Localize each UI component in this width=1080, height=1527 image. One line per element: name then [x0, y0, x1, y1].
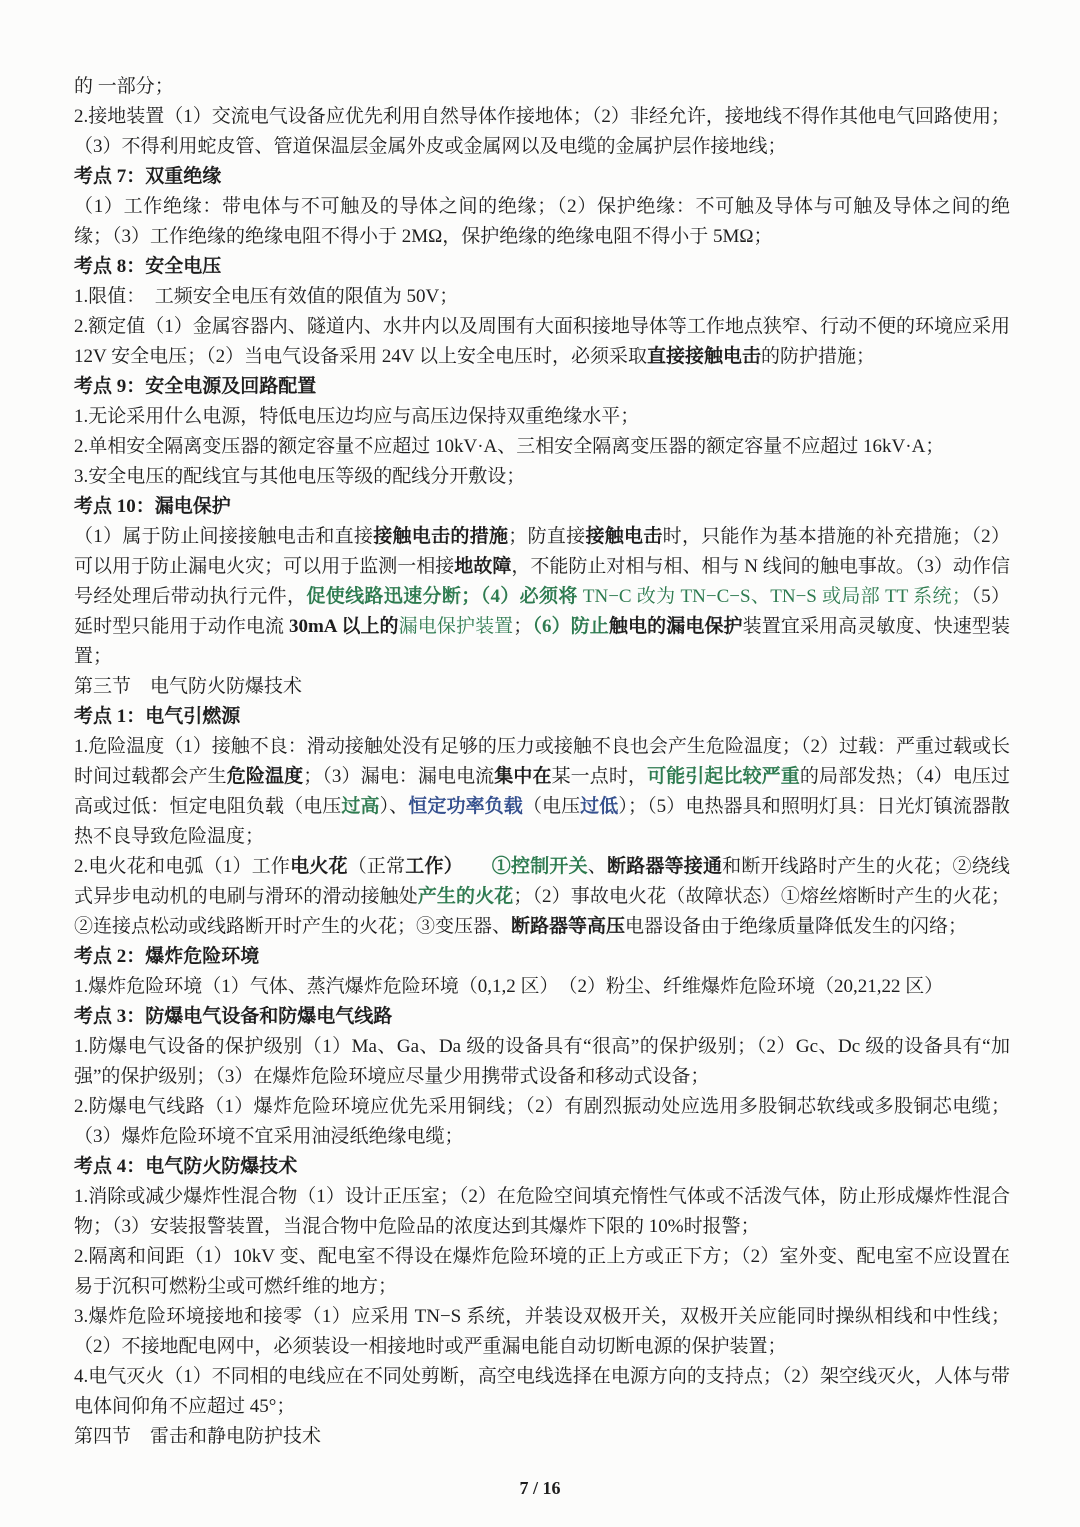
text-span: 考点 2：爆炸危险环境 [74, 946, 260, 967]
paragraph [74, 432, 1010, 462]
paragraph [74, 972, 1010, 1002]
text-span: 的局部发热；（4）电压过高或过低：恒定电阻负载（电压 [74, 766, 1010, 817]
text-span: 2.防爆电气线路（1）爆炸危险环境应优先采用铜线；（2）有剧烈振动处应选用多股铜芯软线或多股铜芯电缆；（3）爆炸危险环境不宜采用油浸纸绝缘电缆； [74, 1096, 1010, 1147]
text-span: 漏电保护装置 [398, 616, 514, 637]
section-heading [74, 672, 1010, 702]
text-span: 直接接触电击 [647, 346, 762, 367]
text-span: 某一点时， [551, 766, 648, 787]
text-span: ①控制开关 [491, 856, 588, 877]
topic-heading [74, 1002, 1010, 1032]
text-span: 考点 1：电气引燃源 [74, 706, 241, 727]
paragraph [74, 282, 1010, 312]
paragraph [74, 102, 1010, 162]
paragraph [74, 312, 1010, 372]
text-span: 1.爆炸危险环境（1）气体、蒸汽爆炸危险环境（0,1,2 区） （2）粉尘、纤维爆炸危险环境（20,21,22 区） [74, 976, 944, 997]
text-span: 时，只能作为基本措施的补充措施；（2）可以用于防止漏电火灾；可以用于监测一相接 [74, 526, 1010, 577]
paragraph [74, 72, 1010, 102]
section-heading [74, 1422, 1010, 1452]
text-span: 促使线路迅速分断； [306, 586, 481, 607]
text-span: 危险温度 [226, 766, 304, 787]
text-span: TN−C 改为 TN−C−S、TN−S 或局部 TT 系统； [577, 586, 971, 607]
text-span: 地故障 [454, 556, 512, 577]
text-span: 断路器等接通 [606, 856, 723, 877]
text-span: （5）延时型只能用于动作电流 [74, 586, 1010, 637]
paragraph [74, 1182, 1010, 1242]
text-span: （正常 [347, 856, 406, 877]
paragraph [74, 1092, 1010, 1152]
document-body [74, 72, 1010, 1452]
text-span: ，不能防止对相与相、相与 N 线间的触电事故。（3）动作信号经处理后带动执行元件， [74, 556, 1010, 607]
text-span: ；（3）漏电：漏电电流 [303, 766, 495, 787]
text-span: 集中在 [494, 766, 552, 787]
paragraph [74, 192, 1010, 252]
text-span: 、 [587, 856, 607, 877]
text-span [453, 856, 491, 877]
text-span: 考点 10：漏电保护 [74, 496, 231, 517]
text-span: 触电的 [608, 616, 667, 637]
text-span: 2.额定值（1）金属容器内、隧道内、水井内以及周围有大面积接地导体等工作地点狭窄、行动不便的环境应采用 12V 安全电压；（2）当电气设备采用 24V 以上安全电压时，必须采取 [74, 316, 1010, 367]
text-span: （1）工作绝缘：带电体与不可触及的导体之间的绝缘；（2）保护绝缘：不可触及导体与可触及导体之间的绝缘；（3）工作绝缘的绝缘电阻不得小于 2MΩ，保护绝缘的绝缘电阻不得小于 5MΩ； [74, 196, 1010, 247]
text-span: ）；（5）电热器具和照明灯具：日光灯镇流器散热不良导致危险温度； [74, 796, 1010, 847]
text-span: 考点 9：安全电源及回路配置 [74, 376, 317, 397]
paragraph [74, 732, 1010, 852]
text-span: （6）防止 [532, 616, 609, 637]
text-span: 30mA 以上的 [288, 616, 399, 637]
topic-heading [74, 252, 1010, 282]
text-span: 1.危险温度（1）接触不良：滑动接触处没有足够的压力或接触不良也会产生危险温度；（2）过载：严重过载或长时间过载都会产生 [74, 736, 1010, 787]
text-span: ；防直接 [508, 526, 586, 547]
text-span: ）、 [379, 796, 409, 817]
text-span: 2.隔离和间距（1）10kV 变、配电室不得设在爆炸危险环境的正上方或正下方；（2）室外变、配电室不应设置在易于沉积可燃粉尘或可燃纤维的地方； [74, 1246, 1010, 1297]
text-span: 漏电保护 [666, 616, 743, 637]
text-span: 的 一部分； [74, 76, 174, 97]
text-span: 过高 [341, 796, 380, 817]
paragraph [74, 1362, 1010, 1422]
text-span: 2.单相安全隔离变压器的额定容量不应超过 10kV·A、三相安全隔离变压器的额定容量不应超过 16kV·A； [74, 436, 945, 457]
text-span: 3.爆炸危险环境接地和接零（1）应采用 TN−S 系统，并装设双极开关，双极开关应能同时操纵相线和中性线；（2）不接地配电网中，必须装设一相接地时或严重漏电能自动切断电源的保护装置； [74, 1306, 1010, 1357]
text-span: ； [513, 616, 533, 637]
text-span: 第三节 电气防火防爆技术 [74, 676, 303, 697]
text-span: 考点 3：防爆电气设备和防爆电气线路 [74, 1006, 393, 1027]
topic-heading [74, 162, 1010, 192]
text-span: 3.安全电压的配线宜与其他电压等级的配线分开敷设； [74, 466, 526, 487]
text-span: 的防护措施； [761, 346, 876, 367]
text-span: 工作） [405, 856, 454, 877]
topic-heading [74, 702, 1010, 732]
text-span: 过低 [580, 796, 619, 817]
paragraph [74, 462, 1010, 492]
text-span: 和断开线路时产生的火花；②绕线式异步电动机的电刷与滑环的滑动接触处 [74, 856, 1010, 907]
text-span: 第四节 雷击和静电防护技术 [74, 1426, 322, 1447]
text-span: 考点 4：电气防火防爆技术 [74, 1156, 298, 1177]
text-span: ；（2）事故电火花（故障状态）①熔丝熔断时产生的火花；②连接点松动或线路断开时产生的火花；③变压器、 [74, 886, 1010, 937]
paragraph [74, 852, 1010, 942]
text-span: 接触电击的措施 [373, 526, 509, 547]
text-span: 考点 7：双重绝缘 [74, 166, 222, 187]
page-footer [0, 1478, 1080, 1499]
text-span: 断路器等高压 [511, 916, 626, 937]
topic-heading [74, 492, 1010, 522]
topic-heading [74, 942, 1010, 972]
text-span: 考点 8：安全电压 [74, 256, 222, 277]
paragraph [74, 1302, 1010, 1362]
text-span: （电压 [522, 796, 581, 817]
text-span: 恒定功率负载 [408, 796, 523, 817]
text-span: （1）属于防止间接接触电击和直接 [74, 526, 374, 547]
paragraph [74, 1242, 1010, 1302]
text-span: 可能引起比较严重 [647, 766, 800, 787]
page-number: 7 / 16 [519, 1478, 561, 1498]
text-span: 产生的火花 [417, 886, 514, 907]
text-span: 2.接地装置（1）交流电气设备应优先利用自然导体作接地体；（2）非经允许，接地线不得作其他电气回路使用；（3）不得利用蛇皮管、管道保温层金属外皮或金属网以及电缆的金属护层作接地线； [74, 106, 1010, 157]
text-span: 2.电火花和电弧（1）工作 [74, 856, 291, 877]
text-span: 1.限值： 工频安全电压有效值的限值为 50V； [74, 286, 459, 307]
topic-heading [74, 372, 1010, 402]
text-span: 1.消除或减少爆炸性混合物（1）设计正压室；（2）在危险空间填充惰性气体或不活泼气体，防止形成爆炸性混合物；（3）安装报警装置，当混合物中危险品的浓度达到其爆炸下限的 10%时报警； [74, 1186, 1010, 1237]
text-span: （4）必须将 [480, 586, 578, 607]
text-span: 装置宜采用高灵敏度、快速型装置； [74, 616, 1010, 667]
topic-heading [74, 1152, 1010, 1182]
paragraph [74, 402, 1010, 432]
paragraph [74, 522, 1010, 672]
text-span: 电器设备由于绝缘质量降低发生的闪络； [625, 916, 968, 937]
text-span: 接触电击 [585, 526, 663, 547]
text-span: 4.电气灭火（1）不同相的电线应在不同处剪断，高空电线选择在电源方向的支持点；（2）架空线灭火，人体与带电体间仰角不应超过 45°； [74, 1366, 1010, 1417]
text-span: 电火花 [290, 856, 348, 877]
text-span: 1.无论采用什么电源，特低电压边均应与高压边保持双重绝缘水平； [74, 406, 640, 427]
text-span: 1.防爆电气设备的保护级别（1）Ma、Ga、Da 级的设备具有“很高”的保护级别；（2）Gc、Dc 级的设备具有“加强”的保护级别；（3）在爆炸危险环境应尽量少用携带式设备和移动式设备； [74, 1036, 1010, 1087]
paragraph [74, 1032, 1010, 1092]
